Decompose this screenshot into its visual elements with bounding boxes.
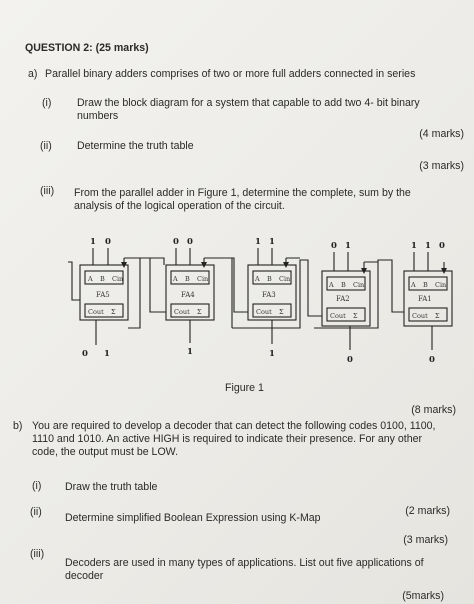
svg-text:B: B (423, 281, 428, 289)
fa3-sum-value: 1 (269, 349, 275, 359)
svg-text:Cin: Cin (279, 275, 291, 283)
fa1-input-b: 1 (425, 241, 431, 251)
svg-text:Cout: Cout (88, 308, 104, 316)
svg-text:A: A (411, 281, 416, 289)
fa4-input-a: 0 (173, 237, 179, 247)
svg-text:B: B (185, 275, 190, 283)
part-b-item-iii-marks: (5marks) (402, 590, 444, 602)
svg-text:B: B (341, 281, 346, 289)
svg-text:Σ: Σ (111, 308, 116, 316)
fa5-input-a: 1 (90, 237, 96, 247)
fa1-input-cin: 0 (439, 241, 445, 251)
part-b-line3: code, the output must be LOW. (32, 446, 179, 458)
fa2-input-b: 1 (345, 241, 351, 251)
fa5-cout-value: 0 (82, 349, 88, 359)
svg-text:Σ: Σ (279, 308, 284, 316)
part-a-item-i-num: (i) (42, 97, 52, 109)
fa1-sum-value: 0 (429, 355, 435, 365)
part-a-item-ii-text: Determine the truth table (77, 140, 194, 152)
part-a-item-i-marks: (4 marks) (419, 128, 464, 140)
figure-caption: Figure 1 (225, 382, 264, 394)
part-b-item-ii-num: (ii) (30, 506, 42, 518)
part-a-item-ii-marks: (3 marks) (419, 160, 464, 172)
svg-text:Cin: Cin (353, 281, 365, 289)
svg-text:B: B (267, 275, 272, 283)
part-b-item-iii-num: (iii) (30, 548, 45, 560)
svg-text:Σ: Σ (435, 312, 440, 320)
fa1-label: FA1 (418, 295, 432, 303)
part-a-iii-marks: (8 marks) (411, 404, 456, 416)
part-b-item-i-text: Draw the truth table (65, 481, 158, 493)
svg-text:Cout: Cout (412, 312, 428, 320)
part-b-item-i-num: (i) (32, 480, 42, 492)
fa2-sum-value: 0 (347, 355, 353, 365)
svg-text:A: A (255, 275, 260, 283)
fa2-input-a: 0 (331, 241, 337, 251)
part-b-line1: You are required to develop a decoder that can detect the following codes 0100, 1100, (32, 420, 436, 432)
svg-text:Cout: Cout (330, 312, 346, 320)
part-a-item-i-line1: Draw the block diagram for a system that capable to add two 4- bit binary (77, 97, 420, 109)
fa5-input-b: 0 (105, 237, 111, 247)
part-b-item-ii-marks-extra: (3 marks) (403, 534, 448, 546)
fa3-input-b: 1 (269, 237, 275, 247)
fa4-label: FA4 (181, 291, 195, 299)
part-a-item-iii-num: (iii) (40, 185, 55, 197)
svg-text:Cin: Cin (112, 275, 124, 283)
fa3-input-a: 1 (255, 237, 261, 247)
svg-text:Cin: Cin (197, 275, 209, 283)
fa5-label: FA5 (96, 291, 110, 299)
part-b-item-ii-text: Determine simplified Boolean Expression using K-Map (65, 512, 321, 524)
fa2-label: FA2 (336, 295, 350, 303)
svg-text:A: A (329, 281, 334, 289)
part-a-item-i-line2: numbers (77, 110, 119, 122)
svg-text:Cout: Cout (256, 308, 272, 316)
fa4-input-b: 0 (187, 237, 193, 247)
svg-text:Σ: Σ (197, 308, 202, 316)
svg-text:B: B (100, 275, 105, 283)
part-b-item-ii-marks: (2 marks) (405, 505, 450, 517)
part-a-item-ii-num: (ii) (40, 140, 52, 152)
fa4-sum-value: 1 (187, 347, 193, 357)
fa5-sum-value: 1 (104, 349, 110, 359)
part-a-label: a) (28, 68, 38, 80)
part-a-item-iii-line2: analysis of the logical operation of the circuit. (74, 200, 285, 212)
svg-text:A: A (88, 275, 93, 283)
svg-text:Cin: Cin (435, 281, 447, 289)
part-a-intro: Parallel binary adders comprises of two or more full adders connected in series (45, 68, 416, 80)
part-b-label: b) (13, 420, 23, 432)
svg-text:A: A (173, 275, 178, 283)
question-title: QUESTION 2: (25 marks) (25, 42, 149, 54)
part-b-item-iii-line1: Decoders are used in many types of applications. List out five applications of (65, 557, 424, 569)
fa3-label: FA3 (262, 291, 276, 299)
part-a-item-iii-line1: From the parallel adder in Figure 1, determine the complete, sum by the (74, 187, 411, 199)
svg-text:Cout: Cout (174, 308, 190, 316)
svg-text:Σ: Σ (353, 312, 358, 320)
part-b-item-iii-line2: decoder (65, 570, 104, 582)
part-b-line2: 1110 and 1010. An active HIGH is required to indicate their presence. For any other (32, 433, 423, 445)
fa1-input-a: 1 (411, 241, 417, 251)
